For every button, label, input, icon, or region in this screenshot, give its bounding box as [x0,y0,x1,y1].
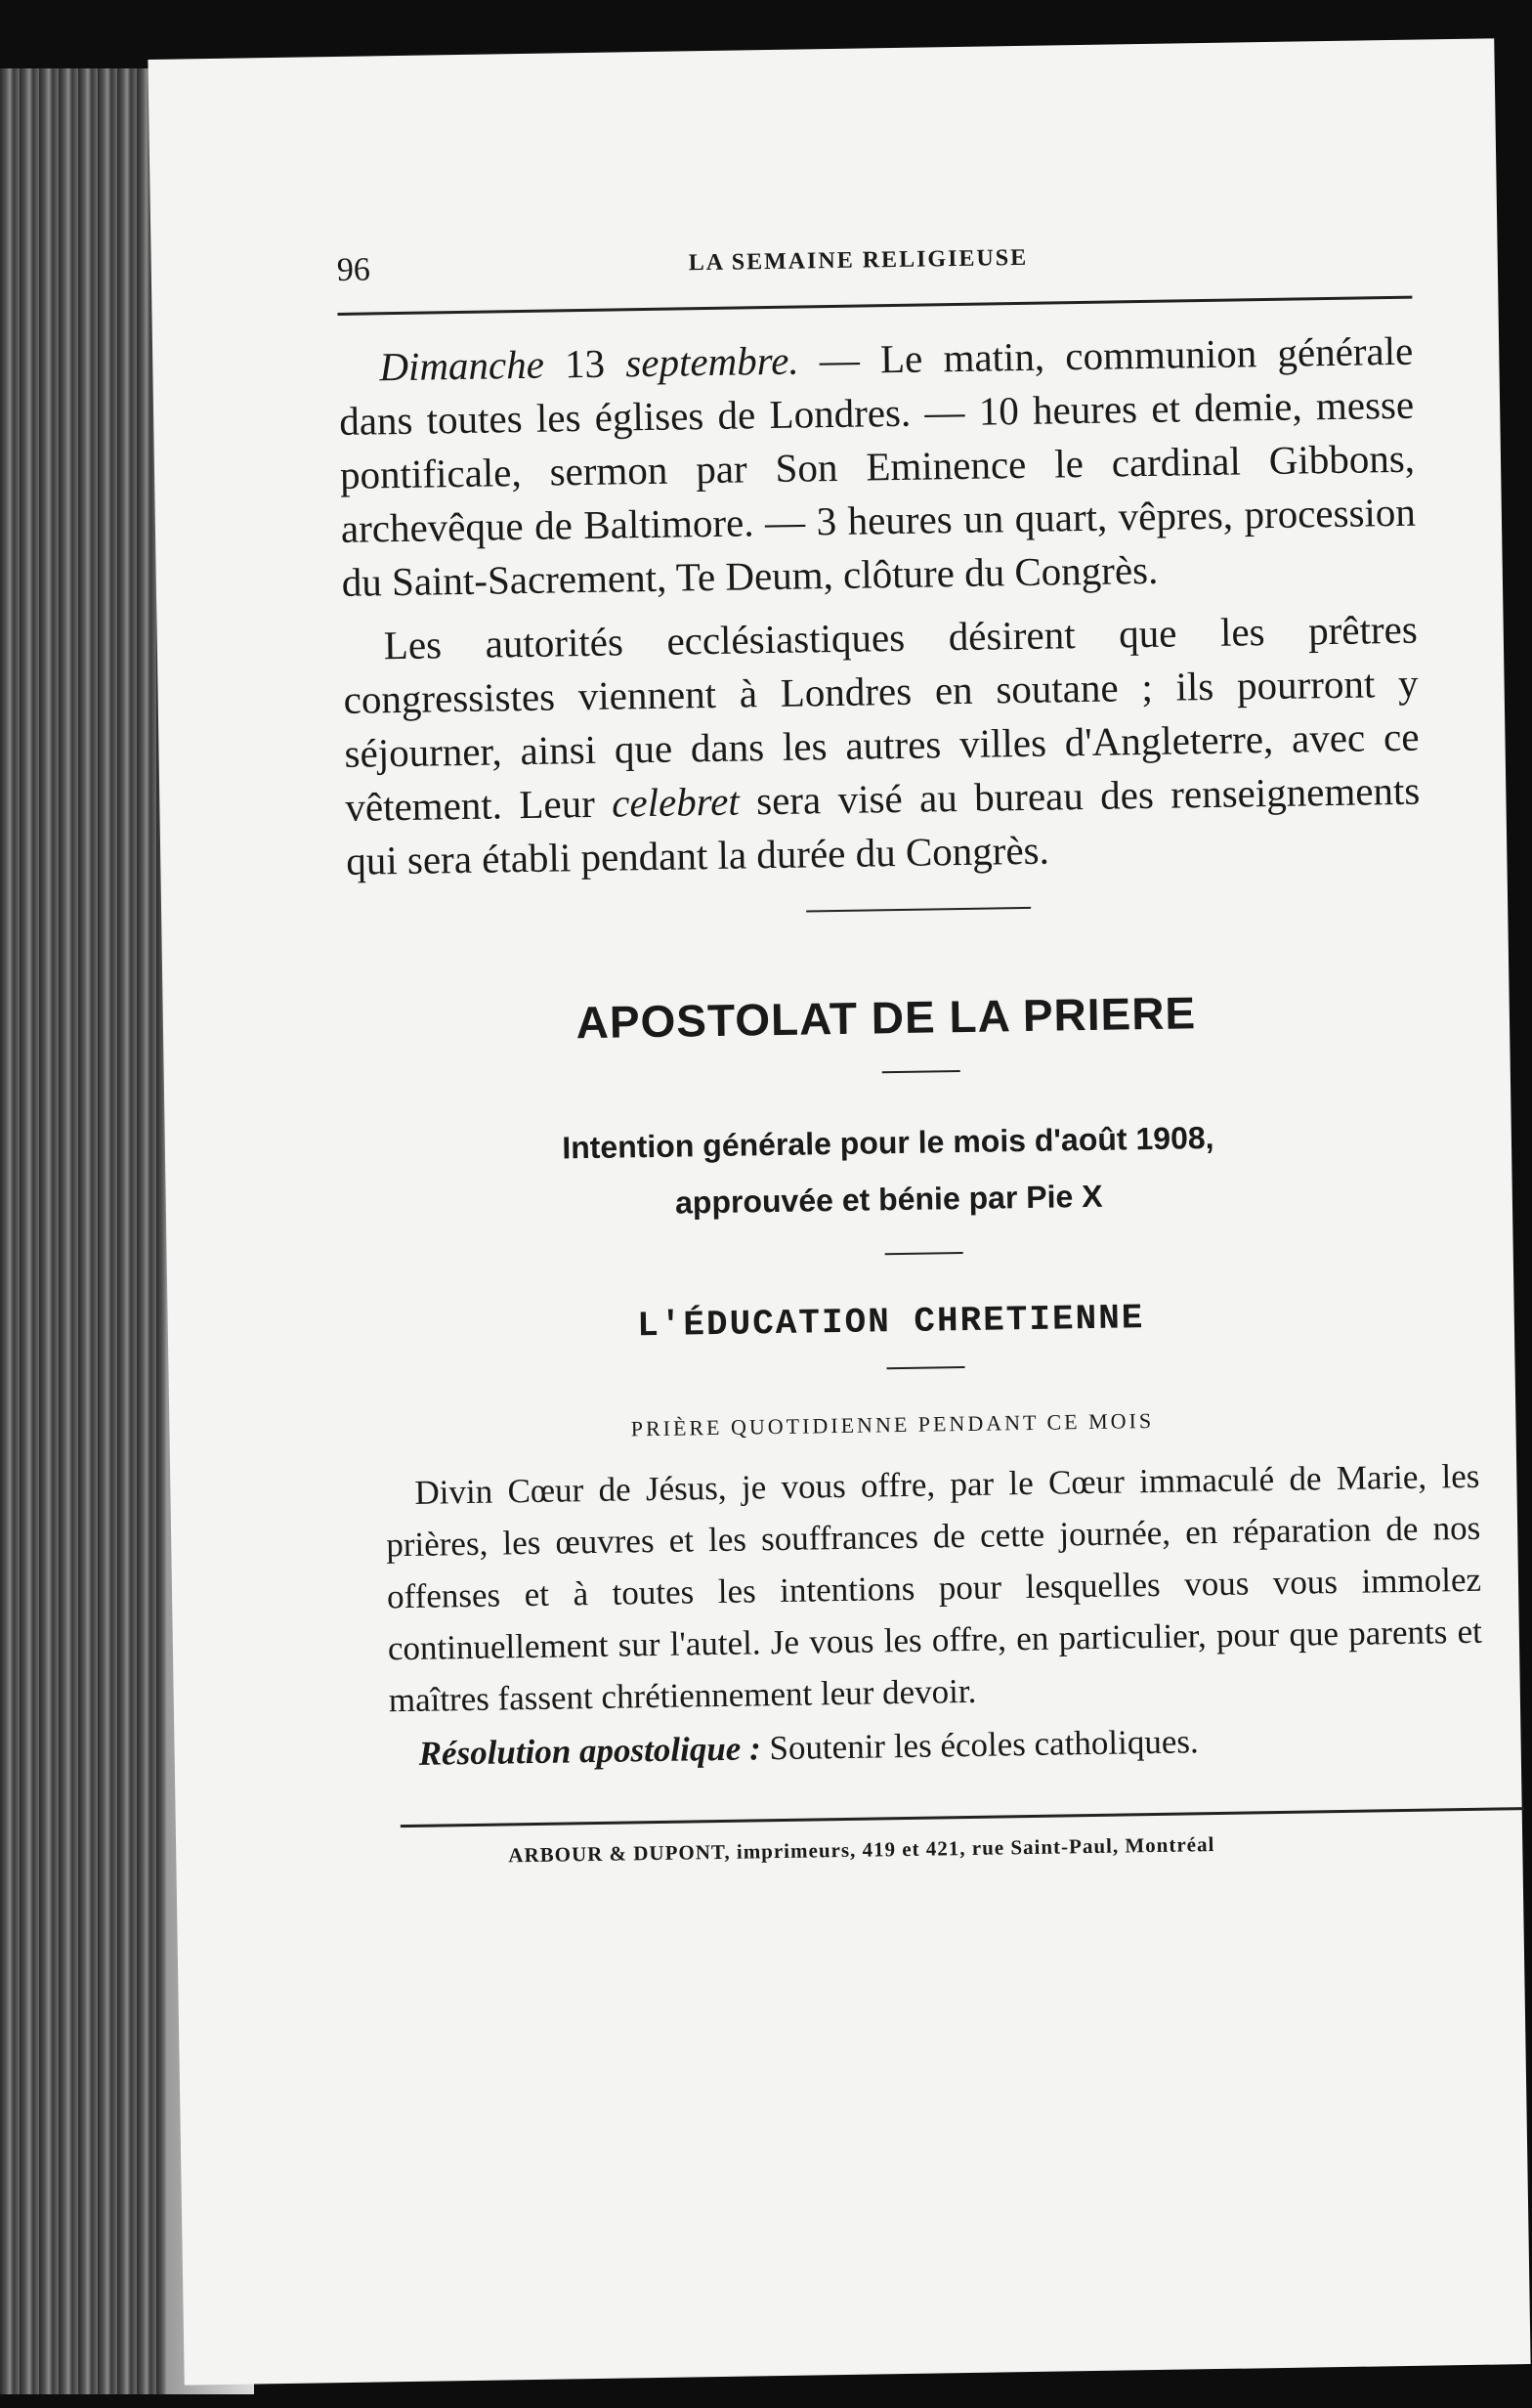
running-header [337,235,1481,307]
intention-line-2: approuvée et bénie par Pie X [674,1178,1103,1221]
paragraph-clergy-dress [342,603,1421,888]
intention-line-1: Intention générale pour le mois d'août 1908, [561,1119,1214,1166]
footer-rule [401,1807,1524,1828]
date-number: 13 [543,340,626,387]
separator-rule [806,907,1031,913]
daily-prayer: Divin Cœur de Jésus, je vous offre, par le Cœur immaculé de Marie, les prières, les œuvres et les souffrances de cette journée, en réparation de nos offenses et à toutes les intentions pour lesquelles vous vous immolez continuellement sur l'autel. Je vous les offre, en particulier, pour que parents et maîtres fassent chrétiennement leur devoir. [385,1456,1483,1720]
separator-rule [887,1366,965,1369]
page-number: 96 [336,251,371,288]
schedule-text: — Le matin, communion générale dans toutes les églises de Londres. — 10 heures et demie, messe pontificale, sermon par Son Eminence le cardinal Gibbons, archevêque de Baltimore. — 3 heures un quart, vêpres, procession du Saint-Sacrement, Te Deum, clôture du Congrès. [338,327,1417,605]
running-title: LA SEMAINE RELIGIEUSE [688,244,1029,277]
resolution-text: Soutenir les écoles catholiques. [760,1722,1200,1768]
resolution-label: Résolution apostolique : [418,1729,761,1773]
clergy-text-b: sera visé au bureau des renseignements qui sera établi pendant la durée du Congrès. [345,767,1421,883]
book-page [148,38,1530,2385]
separator-rule [885,1252,963,1255]
intention-block [351,1106,1427,1236]
separator-rule [882,1070,960,1073]
clergy-text-a: Les autorités ecclésiastiques désirent que les prêtres congressistes viennent à Londres en soutane ; ils pourront y séjourner, ainsi que dans les autres villes d'Angleterre, avec ce vêtement. Leur [343,606,1420,830]
italic-month: septembre. [624,337,799,386]
paragraph-sunday-schedule [338,324,1417,610]
italic-day: Dimanche [378,341,545,390]
prayer-heading: PRIÈRE QUOTIDIENNE PENDANT CE MOIS [630,1407,1155,1441]
page-content [337,235,1506,1870]
intention-subject: L'ÉDUCATION CHRETIENNE [636,1298,1145,1347]
printer-imprint: ARBOUR & DUPONT, imprimeurs, 419 et 421, rue Saint-Paul, Montréal [508,1832,1215,1868]
italic-celebret: celebret [611,778,741,826]
section-title: APOSTOLAT DE LA PRIERE [575,987,1197,1049]
